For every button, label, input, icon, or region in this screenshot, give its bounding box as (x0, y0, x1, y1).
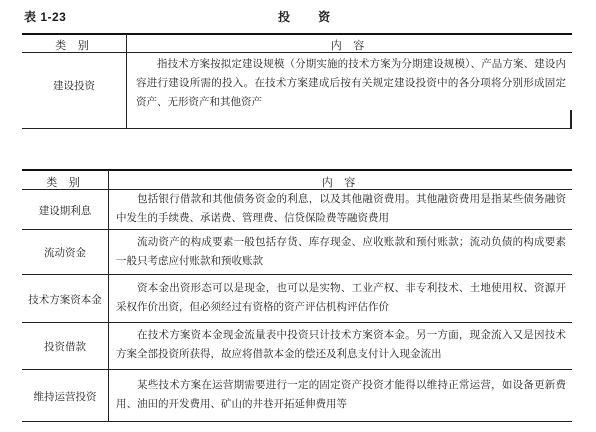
top-table-bottom-rule (22, 128, 572, 129)
header-category: 类 别 (55, 39, 93, 52)
row-rule (22, 274, 572, 275)
row-content: 流动资产的构成要素一般包括存货、库存现金、应收账款和预付账款；流动负债的构成要素一般只考虑应付账款和预收账款 (116, 236, 566, 267)
row-content: 资本金出资形态可以是现金，也可以是实物、工业产权、非专利技术、土地使用权、资源开采权作价出资，但必须经过有资格的资产评估机构评估作价 (116, 282, 566, 313)
bottom-table-bottom-rule (22, 421, 572, 422)
edge-mark (570, 110, 572, 128)
row-rule (22, 229, 572, 230)
table-top-rule (22, 33, 572, 35)
header-category: 类 别 (46, 176, 84, 189)
header-content: 内 容 (330, 39, 369, 52)
row-category: 建设投资 (53, 80, 95, 92)
row-content: 在技术方案资本金现金流量表中投资只计技术方案资本金。另一方面，现金流入又是因技术方案全部投资所获得，故应将借款本金的偿还及利息支付计入现金流出 (116, 329, 566, 360)
row-content: 某些技术方案在运营期需要进行一定的固定资产投资才能得以维持正常运营，如设备更新费用、油田的开发费用、矿山的井巷开拓延伸费用等 (116, 379, 566, 410)
row-category: 技术方案资本金 (28, 294, 102, 306)
column-divider (108, 170, 109, 421)
row-category: 投资借款 (44, 341, 86, 353)
row-category: 流动资金 (44, 247, 86, 259)
row-category: 维持运营投资 (33, 391, 97, 403)
table-top-rule (22, 169, 572, 171)
row-rule (22, 322, 572, 323)
table-title: 投 资 (278, 10, 343, 24)
row-category: 建设期利息 (38, 205, 92, 217)
table-number: 表 1-23 (24, 10, 67, 24)
row-content: 指技术方案按拟定建设规模（分期实施的技术方案为分期建设规模）、产品方案、建设内容进行建设所需的投入。在技术方案建成后按有关规定建设投资中的各分项将分别形成固定资产、无形资产和其他资产 (136, 58, 566, 108)
header-content: 内 容 (321, 176, 360, 189)
row-content: 包括银行借款和其他债务资金的利息，以及其他融资费用。其他融资费用是指某些债务融资中发生的手续费、承诺费、管理费、信贷保险费等融资费用 (116, 193, 566, 224)
row-rule (22, 369, 572, 370)
